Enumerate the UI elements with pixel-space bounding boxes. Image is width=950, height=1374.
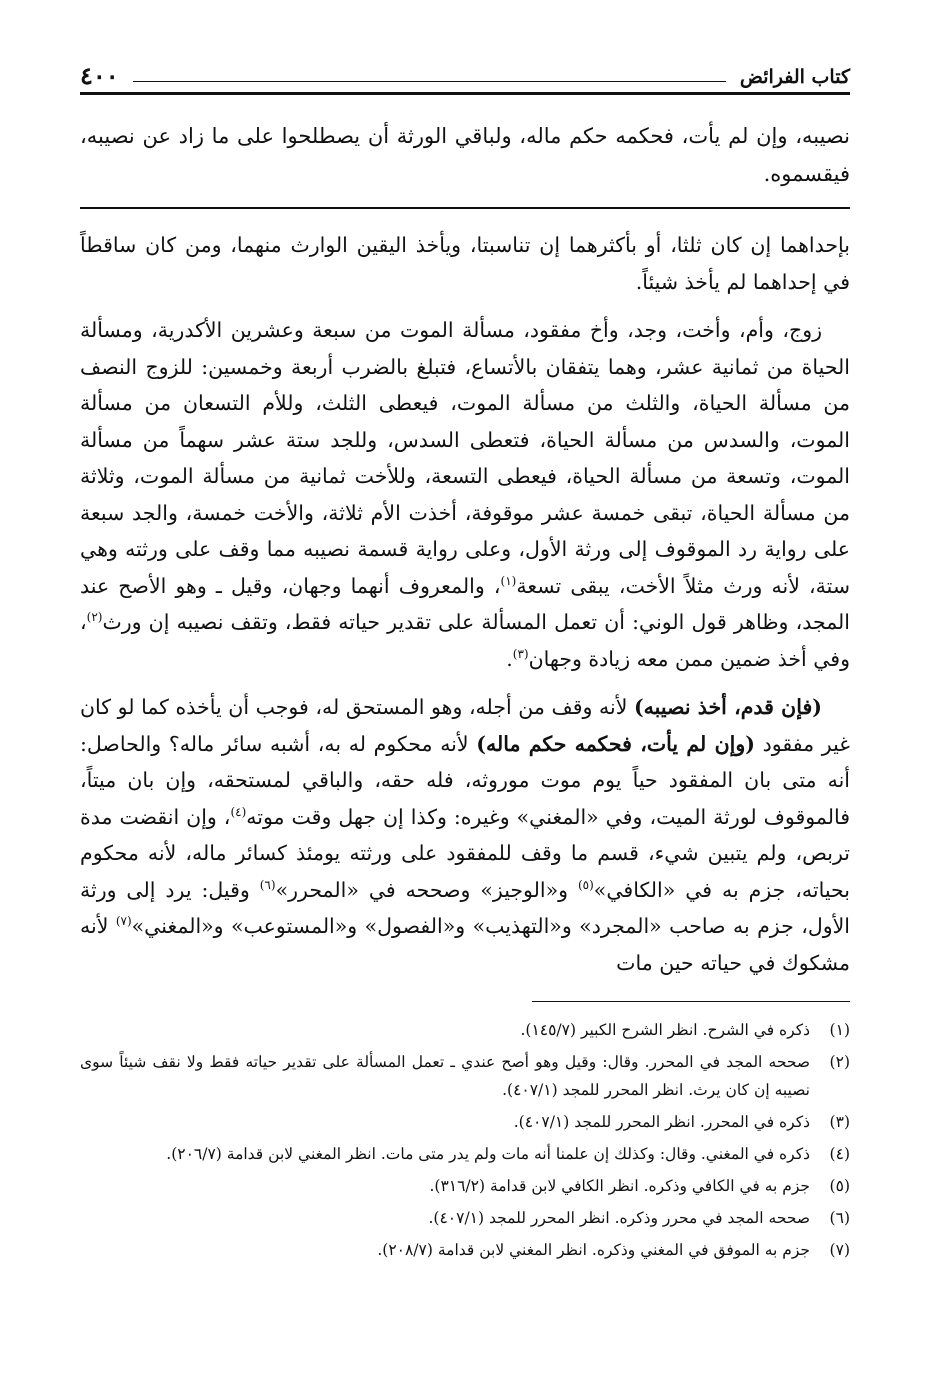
chapter-title: كتاب الفرائض xyxy=(739,66,850,88)
matn-divider xyxy=(80,207,850,209)
page-number: ٤٠٠ xyxy=(80,61,119,90)
footnotes xyxy=(80,1016,850,1264)
book-page xyxy=(80,52,850,1264)
footnote-item: (١) ذكره في الشرح. انظر الشرح الكبير (١٤٥/٧). xyxy=(520,1021,850,1039)
footnote-item: (٣) ذكره في المحرر. انظر المحرر للمجد (٤٠٧/١). xyxy=(513,1113,850,1131)
footnote-ref[interactable]: (٦) xyxy=(259,877,276,892)
footnote-item: (٢) صححه المجد في المحرر. وقال: وقيل وهو أصح عندي ـ تعمل المسألة على تقدير حياته فقط ولا نقف شيئاً سوى نصيبه إن كان يرث. انظر المحرر للمجد (٤٠٧/١). xyxy=(80,1053,850,1099)
matn-quote: (وإن لم يأت، فحكمه حكم ماله) xyxy=(476,731,755,756)
footnote-divider xyxy=(532,1001,850,1002)
commentary-paragraph: بإحداهما إن كان ثلثا، أو بأكثرهما إن تناسبتا، ويأخذ اليقين الوارث منهما، ومن كان ساقطاً في إحداهما لم يأخذ شيئاً. xyxy=(80,233,850,294)
footnote-item: (٧) جزم به الموفق في المغني وذكره. انظر المغني لابن قدامة (٢٠٨/٧). xyxy=(377,1241,850,1259)
footnote-ref[interactable]: (٣) xyxy=(512,646,529,661)
footnote-ref[interactable]: (٥) xyxy=(577,877,594,892)
footnote-item: (٥) جزم به في الكافي وذكره. انظر الكافي لابن قدامة (٣١٦/٢). xyxy=(429,1177,850,1195)
footnote-ref[interactable]: (٤) xyxy=(230,804,247,819)
page-header xyxy=(80,52,850,95)
matn-quote: (فإن قدم، أخذ نصيبه) xyxy=(633,695,822,719)
commentary-paragraph: زوج، وأم، وأخت، وجد، وأخ مفقود، مسألة الموت من سبعة وعشرين الأكدرية، ومسألة الحياة من ثمانية عشر، وهما يتفقان بالأتساع، فتبلغ بالضرب أربعة وخمسين: للزوج النصف من مسألة الحياة، والثلث من مسألة الموت، فيعطى الثلث، وللأم التسعان من مسألة الموت، والسدس من مسألة الحياة، فتعطى السدس، وللجد ستة عشر سهماً من مسألة الموت، وتسعة من مسألة الحياة، فيعطى التسعة، وللأخت ثمانية من مسألة الموت، وثلاثة من مسألة الحياة، تبقى خمسة عشر موقوفة، أخذت الأم ثلاثة، والأخت خمسة، والجد سبعة على رواية رد الموقوف إلى ورثة الأول، وعلى رواية قسمة نصيبه مما وقف على ورثته وهي ستة، لأنه ورث مثلاً الأخت، يبقى تسعة$^{(١)}$، والمعروف أنهما وجهان، وقيل ـ وهو الأصح عند المجد، وظاهر قول الوني: أن تعمل المسألة على تقدير حياته فقط، وتقف نصيبه إن ورث$^{(٢)}$، وفي أخذ ضمين ممن معه زيادة وجهان$^{(٣)}$. xyxy=(80,318,851,671)
footnote-ref[interactable]: (٢) xyxy=(86,610,103,625)
footnote-ref[interactable]: (٧) xyxy=(115,914,132,929)
footnote-item: (٦) صححه المجد في محرر وذكره. انظر المحرر للمجد (٤٠٧/١). xyxy=(428,1209,850,1227)
commentary-paragraph: (فإن قدم، أخذ نصيبه) لأنه وقف من أجله، وهو المستحق له، فوجب أن يأخذه كما لو كان غير مفقود (وإن لم يأت، فحكمه حكم ماله) لأنه محكوم له به، أشبه سائر ماله؟ والحاصل: أنه متى بان المفقود حياً يوم موت موروثه، فله حقه، والباقي لمستحقه، وإن بان ميتاً، فالموقوف لورثة الميت، وفي «المغني» وغيره: وكذا إن جهل وقت موته$^{(٤)}$، وإن انقضت مدة تربص، ولم يتبين شيء، قسم ما وقف للمفقود على ورثته يومئذ كسائر ماله، لأنه محكوم بحياته، جزم به في «الكافي»$^{(٥)}$ و«الوجيز» وصححه في «المحرر»$^{(٦)}$ وقيل: يرد إلى ورثة الأول، جزم به صاحب «المجرد» و«التهذيب» و«الفصول» و«المستوعب» و«المغني»$^{(٧)}$ لأنه مشكوك في حياته حين مات xyxy=(80,695,850,975)
footnote-ref[interactable]: (١) xyxy=(500,573,517,588)
commentary xyxy=(80,227,850,981)
header-rule xyxy=(133,81,726,82)
footnote-item: (٤) ذكره في المغني. وقال: وكذلك إن علمنا أنه مات ولم يدر متى مات. انظر المغني لابن قدامة (٢٠٦/٧). xyxy=(166,1145,850,1163)
matn-text: نصيبه، وإن لم يأت، فحكمه حكم ماله، ولباقي الورثة أن يصطلحوا على ما زاد عن نصيبه، فيقسموه. xyxy=(80,124,850,186)
